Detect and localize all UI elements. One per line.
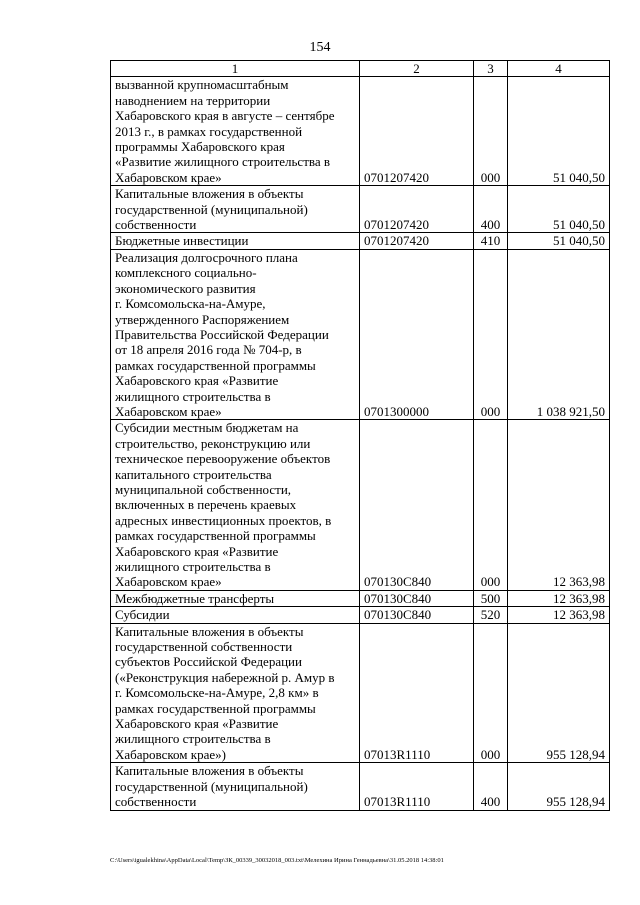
row-amount-cell: 51 040,50 bbox=[508, 233, 610, 249]
row-name-line: комплексного социально- bbox=[115, 265, 257, 281]
row-name-line: Хабаровского края в августе – сентябре bbox=[115, 108, 335, 124]
row-name-line: жилищного строительства в bbox=[115, 388, 271, 404]
table-row bbox=[111, 590, 610, 606]
row-name-line: Хабаровском крае») bbox=[115, 746, 226, 762]
row-name-line: Хабаровском крае» bbox=[115, 403, 222, 419]
row-name-line: Капитальные вложения в объекты bbox=[115, 623, 304, 639]
table-body bbox=[111, 77, 610, 810]
row-code-cell: 070130С840 bbox=[360, 590, 474, 606]
row-amount-cell: 955 128,94 bbox=[508, 763, 610, 810]
row-amount-cell: 12 363,98 bbox=[508, 590, 610, 606]
row-name-line: рамках государственной программы bbox=[115, 528, 316, 544]
row-type-cell: 000 bbox=[474, 77, 508, 186]
table-row bbox=[111, 623, 610, 763]
row-type-cell: 500 bbox=[474, 590, 508, 606]
row-name-line: Хабаровском крае» bbox=[115, 169, 222, 185]
table-row bbox=[111, 420, 610, 590]
row-code-cell: 07013R1110 bbox=[360, 763, 474, 810]
row-code-cell: 0701207420 bbox=[360, 186, 474, 233]
row-name-cell bbox=[111, 249, 360, 419]
row-name-line: Реализация долгосрочного плана bbox=[115, 249, 298, 265]
row-type-cell: 000 bbox=[474, 420, 508, 590]
row-type-cell: 400 bbox=[474, 186, 508, 233]
row-name-line: «Развитие жилищного строительства в bbox=[115, 154, 331, 170]
row-type-cell: 410 bbox=[474, 233, 508, 249]
row-name-cell bbox=[111, 77, 360, 186]
row-name-line: Капитальные вложения в объекты bbox=[115, 763, 304, 779]
row-name-line: Хабаровского края «Развитие bbox=[115, 716, 279, 732]
row-name-line: субъектов Российской Федерации bbox=[115, 654, 302, 670]
row-amount-cell: 955 128,94 bbox=[508, 623, 610, 763]
row-name-line: Субсидии bbox=[115, 607, 170, 623]
row-name-line: Субсидии местным бюджетам на bbox=[115, 420, 299, 436]
table-row bbox=[111, 77, 610, 186]
header-col-2: 2 bbox=[360, 61, 474, 77]
budget-table bbox=[110, 60, 610, 811]
row-name-line: государственной собственности bbox=[115, 639, 293, 655]
row-type-cell: 000 bbox=[474, 623, 508, 763]
row-name-line: Бюджетные инвестиции bbox=[115, 233, 249, 249]
row-name-line: техническое перевооружение объектов bbox=[115, 451, 331, 467]
row-name-line: вызванной крупномасштабным bbox=[115, 77, 289, 93]
table-row bbox=[111, 233, 610, 249]
row-code-cell: 070130С840 bbox=[360, 420, 474, 590]
table-row bbox=[111, 763, 610, 810]
row-name-line: адресных инвестиционных проектов, в bbox=[115, 512, 332, 528]
row-name-line: Хабаровского края «Развитие bbox=[115, 543, 279, 559]
header-col-1: 1 bbox=[111, 61, 360, 77]
table-row bbox=[111, 249, 610, 419]
row-name-cell bbox=[111, 623, 360, 763]
row-amount-cell: 51 040,50 bbox=[508, 77, 610, 186]
row-name-line: государственной (муниципальной) bbox=[115, 778, 308, 794]
row-name-line: рамках государственной программы bbox=[115, 700, 316, 716]
table-header-row bbox=[111, 61, 610, 77]
row-name-cell bbox=[111, 233, 360, 249]
row-code-cell: 0701300000 bbox=[360, 249, 474, 419]
row-name-line: программы Хабаровского края bbox=[115, 139, 285, 155]
row-name-line: рамках государственной программы bbox=[115, 357, 316, 373]
row-code-cell: 0701207420 bbox=[360, 233, 474, 249]
row-name-line: («Реконструкция набережной р. Амур в bbox=[115, 669, 335, 685]
row-type-cell: 520 bbox=[474, 607, 508, 623]
row-name-line: от 18 апреля 2016 года № 704-р, в bbox=[115, 342, 302, 358]
row-type-cell: 000 bbox=[474, 249, 508, 419]
row-name-line: экономического развития bbox=[115, 280, 256, 296]
row-amount-cell: 51 040,50 bbox=[508, 186, 610, 233]
row-name-line: строительство, реконструкцию или bbox=[115, 435, 311, 451]
row-code-cell: 0701207420 bbox=[360, 77, 474, 186]
row-name-line: Хабаровского края «Развитие bbox=[115, 373, 279, 389]
row-name-line: Капитальные вложения в объекты bbox=[115, 186, 304, 202]
row-amount-cell: 12 363,98 bbox=[508, 607, 610, 623]
row-code-cell: 070130С840 bbox=[360, 607, 474, 623]
row-name-cell bbox=[111, 420, 360, 590]
table-row bbox=[111, 607, 610, 623]
row-name-line: 2013 г., в рамках государственной bbox=[115, 123, 303, 139]
row-name-line: собственности bbox=[115, 217, 197, 233]
row-amount-cell: 1 038 921,50 bbox=[508, 249, 610, 419]
row-code-cell: 07013R1110 bbox=[360, 623, 474, 763]
row-name-line: наводнением на территории bbox=[115, 92, 271, 108]
row-name-line: жилищного строительства в bbox=[115, 559, 271, 574]
row-name-cell bbox=[111, 186, 360, 233]
row-name-line: Межбюджетные трансферты bbox=[115, 590, 275, 606]
row-type-cell: 400 bbox=[474, 763, 508, 810]
row-name-line: собственности bbox=[115, 794, 197, 810]
row-name-cell bbox=[111, 590, 360, 606]
header-col-4: 4 bbox=[508, 61, 610, 77]
file-path-footer: C:\Users\igualekhina\AppData\Local\Temp\ЗК_00339_30032018_003.txt\Мелехина Ирина Геннадьевна\31.05.2018 14:38:01 bbox=[110, 857, 444, 864]
row-name-line: Правительства Российской Федерации bbox=[115, 326, 329, 342]
row-name-line: г. Комсомольске-на-Амуре, 2,8 км» в bbox=[115, 685, 319, 701]
row-name-line: государственной (муниципальной) bbox=[115, 201, 308, 217]
row-name-line: включенных в перечень краевых bbox=[115, 497, 297, 513]
row-name-line: утвержденного Распоряжением bbox=[115, 311, 290, 327]
page-number: 154 bbox=[309, 40, 331, 55]
row-name-cell bbox=[111, 607, 360, 623]
row-name-line: муниципальной собственности, bbox=[115, 481, 292, 497]
header-col-3: 3 bbox=[474, 61, 508, 77]
row-name-line: капитального строительства bbox=[115, 466, 272, 482]
row-name-line: Хабаровском крае» bbox=[115, 574, 222, 590]
row-amount-cell: 12 363,98 bbox=[508, 420, 610, 590]
row-name-line: г. Комсомольска-на-Амуре, bbox=[115, 296, 266, 312]
table-row bbox=[111, 186, 610, 233]
row-name-cell bbox=[111, 763, 360, 810]
row-name-line: жилищного строительства в bbox=[115, 731, 271, 747]
